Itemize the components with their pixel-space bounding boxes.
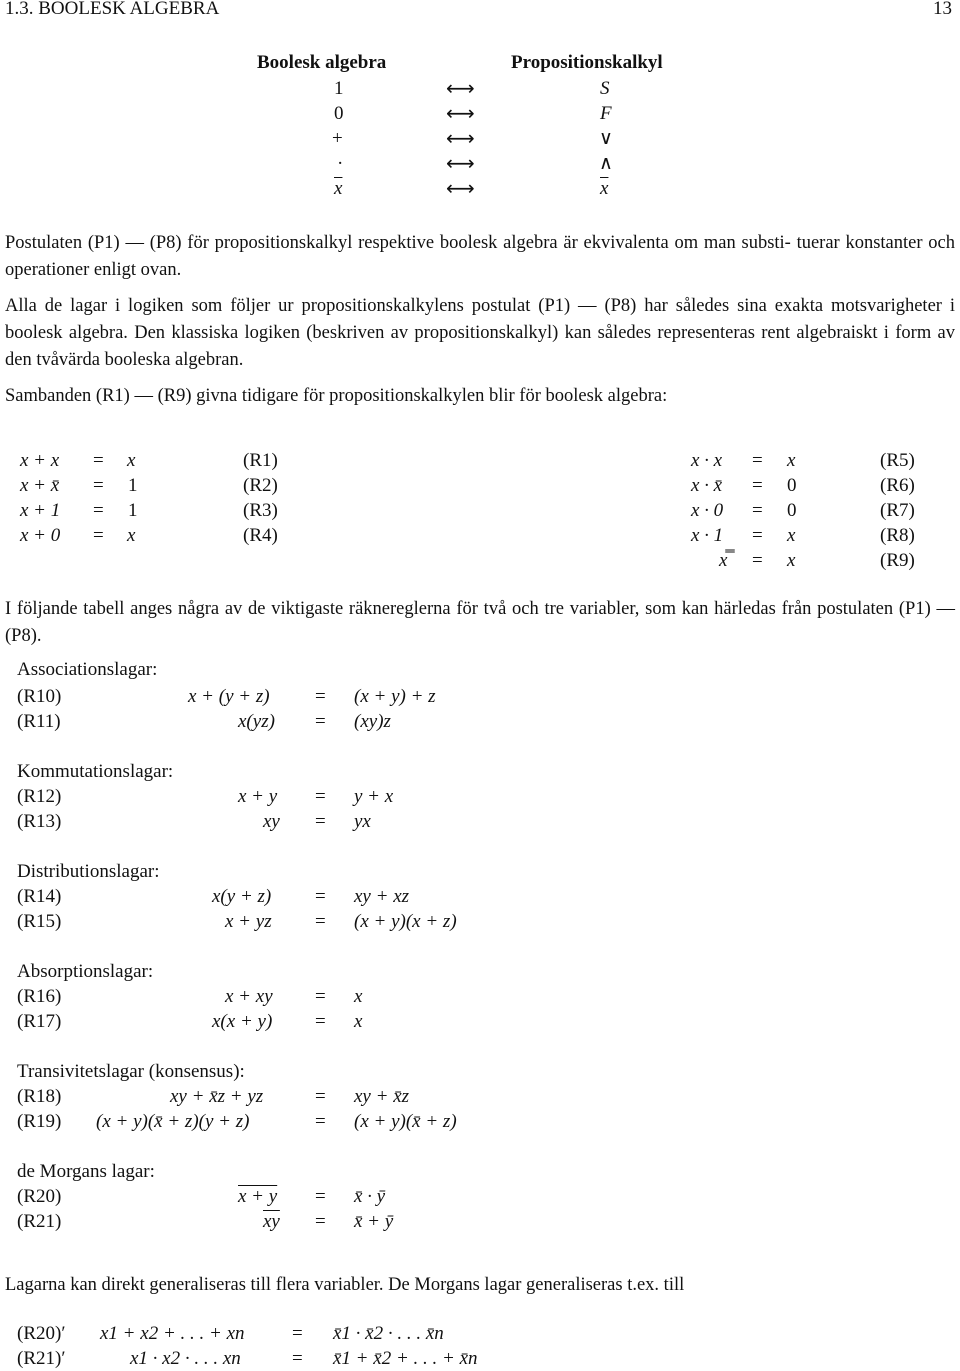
biarrow-icon: ⟷	[446, 176, 475, 200]
rule-lhs: x + 0	[20, 525, 61, 546]
symbol-x-complement: $\overline{x}$	[334, 178, 343, 199]
law-tag: (R19)	[17, 1111, 62, 1132]
rule-lhs: x · 0	[691, 500, 724, 521]
law-lhs: x(yz)	[238, 711, 275, 732]
symbol-s: S	[600, 78, 610, 99]
biarrow-icon: ⟷	[446, 126, 475, 150]
rule-tag: (R6)	[880, 475, 915, 496]
law-lhs: x(x + y)	[212, 1011, 273, 1032]
rule-rhs: 0	[787, 475, 797, 496]
rule-rhs: 0	[787, 500, 797, 521]
law-rhs: (x + y) + z	[354, 686, 436, 707]
rule-lhs: x · x̄	[691, 475, 723, 496]
paragraph-relations: Sambanden (R1) — (R9) givna tidigare för propositionskalkylen blir för boolesk algebra:	[5, 386, 668, 406]
law-tag: (R13)	[17, 811, 62, 832]
law-rhs: x̄1 + x̄2 + . . . + x̄n	[333, 1348, 478, 1369]
group-title: Associationslagar:	[17, 659, 158, 680]
rule-rhs: x	[787, 550, 796, 571]
symbol-one: 1	[334, 78, 344, 99]
law-eq: =	[315, 1111, 326, 1132]
rule-tag: (R1)	[243, 450, 278, 471]
rule-lhs: x · 1	[691, 525, 724, 546]
rule-tag: (R4)	[243, 525, 278, 546]
column-title-boolesk: Boolesk algebra	[257, 52, 387, 73]
paragraph-laws	[5, 293, 955, 374]
paragraph-table-intro: I följande tabell anges några av de viktigaste räknereglerna för två och tre variabler, som kan härledas från postulaten (P1) — (P8).	[5, 599, 955, 646]
rule-rhs: 1	[128, 475, 138, 496]
group-title: Distributionslagar:	[17, 861, 160, 882]
running-header-section: 1.3. BOOLESK ALGEBRA	[5, 0, 220, 19]
rule-lhs: x + 1	[20, 500, 61, 521]
law-eq: =	[315, 986, 326, 1007]
law-tag: (R15)	[17, 911, 62, 932]
group-title: Transivitetslagar (konsensus):	[17, 1061, 245, 1082]
rule-rhs: x	[787, 525, 796, 546]
law-tag: (R11)	[17, 711, 61, 732]
law-tag: (R18)	[17, 1086, 62, 1107]
law-eq: =	[315, 811, 326, 832]
rule-tag: (R7)	[880, 500, 915, 521]
rule-tag: (R9)	[880, 550, 915, 571]
rule-lhs: x · x	[691, 450, 723, 471]
law-eq: =	[315, 886, 326, 907]
law-rhs: yx	[354, 811, 371, 832]
law-tag: (R10)	[17, 686, 62, 707]
rule-eq: =	[752, 500, 763, 521]
rule-eq: =	[752, 450, 763, 471]
rule-tag: (R3)	[243, 500, 278, 521]
law-tag: (R20)′	[17, 1323, 66, 1344]
group-title: Kommutationslagar:	[17, 761, 174, 782]
symbol-x-negation: $\overline{x}$	[600, 178, 609, 199]
rule-eq: =	[93, 475, 104, 496]
law-lhs: x1 + x2 + . . . + xn	[100, 1323, 245, 1344]
rule-lhs: x + x	[20, 450, 60, 471]
paragraph-laws-part2: Den klassiska logiken (beskriven av propositionskalkyl) kan således representeras rent algebraiskt i form av den tvåvärda booleska algebran.	[5, 323, 955, 370]
law-lhs: (x + y)(x̄ + z)(y + z)	[96, 1111, 250, 1132]
law-lhs: x(y + z)	[212, 886, 272, 907]
rule-eq: =	[752, 525, 763, 546]
rule-lhs: x̿	[719, 550, 728, 571]
rule-rhs: x	[127, 450, 136, 471]
law-lhs: x1 · x2 · . . . xn	[130, 1348, 241, 1369]
law-lhs: x + yz	[225, 911, 272, 932]
symbol-and: ∧	[599, 153, 613, 174]
law-tag: (R21)′	[17, 1348, 66, 1369]
rule-tag: (R2)	[243, 475, 278, 496]
law-rhs: x̄1 · x̄2 · . . . x̄n	[333, 1323, 444, 1344]
law-tag: (R20)	[17, 1186, 62, 1207]
paragraph-postulates: Postulaten (P1) — (P8) för propositionskalkyl respektive boolesk algebra är ekvivalenta om man substi- tuerar konstanter och operationer enligt ovan.	[5, 233, 955, 280]
law-lhs: x + y	[238, 786, 278, 807]
law-lhs: x + y	[238, 1186, 278, 1207]
rule-tag: (R5)	[880, 450, 915, 471]
law-rhs: xy + xz	[354, 886, 410, 907]
law-eq: =	[315, 711, 326, 732]
law-eq: =	[315, 1011, 326, 1032]
law-eq: =	[292, 1348, 303, 1369]
law-rhs: (x + y)(x̄ + z)	[354, 1111, 457, 1132]
symbol-or: ∨	[599, 128, 613, 149]
law-rhs: y + x	[354, 786, 394, 807]
law-lhs: xy + x̄z + yz	[170, 1086, 264, 1107]
rule-eq: =	[93, 525, 104, 546]
rule-lhs: x + x̄	[20, 475, 60, 496]
group-title: de Morgans lagar:	[17, 1161, 155, 1182]
rule-rhs: 1	[128, 500, 138, 521]
law-rhs: xy + x̄z	[354, 1086, 410, 1107]
law-lhs: xy	[263, 811, 280, 832]
law-tag: (R17)	[17, 1011, 62, 1032]
symbol-plus: +	[332, 128, 343, 149]
biarrow-icon: ⟷	[446, 76, 475, 100]
law-eq: =	[315, 786, 326, 807]
rule-tag: (R8)	[880, 525, 915, 546]
symbol-dot: ·	[337, 153, 344, 174]
law-rhs: x̄ · ȳ	[354, 1186, 386, 1207]
law-tag: (R12)	[17, 786, 62, 807]
law-rhs: (x + y)(x + z)	[354, 911, 457, 932]
biarrow-icon: ⟷	[446, 151, 475, 175]
paragraph-generalize: Lagarna kan direkt generaliseras till flera variabler. De Morgans lagar generaliseras t.ex. till	[5, 1275, 685, 1295]
law-lhs: x + (y + z)	[188, 686, 270, 707]
law-tag: (R14)	[17, 886, 62, 907]
page-number: 13	[933, 0, 952, 19]
law-lhs: $\overline{xy}$	[263, 1211, 280, 1232]
paragraph-laws-part1: Alla de lagar i logiken som följer ur propositionskalkylens postulat (P1) — (P8) har således sina exakta motsvarigheter i boolesk algebra.	[5, 296, 955, 343]
law-eq: =	[315, 911, 326, 932]
law-lhs: x + xy	[225, 986, 273, 1007]
law-eq: =	[315, 1086, 326, 1107]
symbol-f: F	[600, 103, 612, 124]
law-eq: =	[315, 1186, 326, 1207]
law-eq: =	[315, 686, 326, 707]
rule-rhs: x	[127, 525, 136, 546]
law-eq: =	[292, 1323, 303, 1344]
symbol-zero: 0	[334, 103, 344, 124]
rule-eq: =	[93, 450, 104, 471]
law-rhs: x	[354, 986, 363, 1007]
rule-rhs: x	[787, 450, 796, 471]
law-rhs: (xy)z	[354, 711, 391, 732]
column-title-propositionskalkyl: Propositionskalkyl	[511, 52, 663, 73]
law-rhs: x	[354, 1011, 363, 1032]
law-tag: (R16)	[17, 986, 62, 1007]
law-eq: =	[315, 1211, 326, 1232]
rule-eq: =	[752, 475, 763, 496]
biarrow-icon: ⟷	[446, 101, 475, 125]
rule-eq: =	[752, 550, 763, 571]
rule-eq: =	[93, 500, 104, 521]
law-tag: (R21)	[17, 1211, 62, 1232]
law-rhs: x̄ + ȳ	[354, 1211, 394, 1232]
group-title: Absorptionslagar:	[17, 961, 154, 982]
